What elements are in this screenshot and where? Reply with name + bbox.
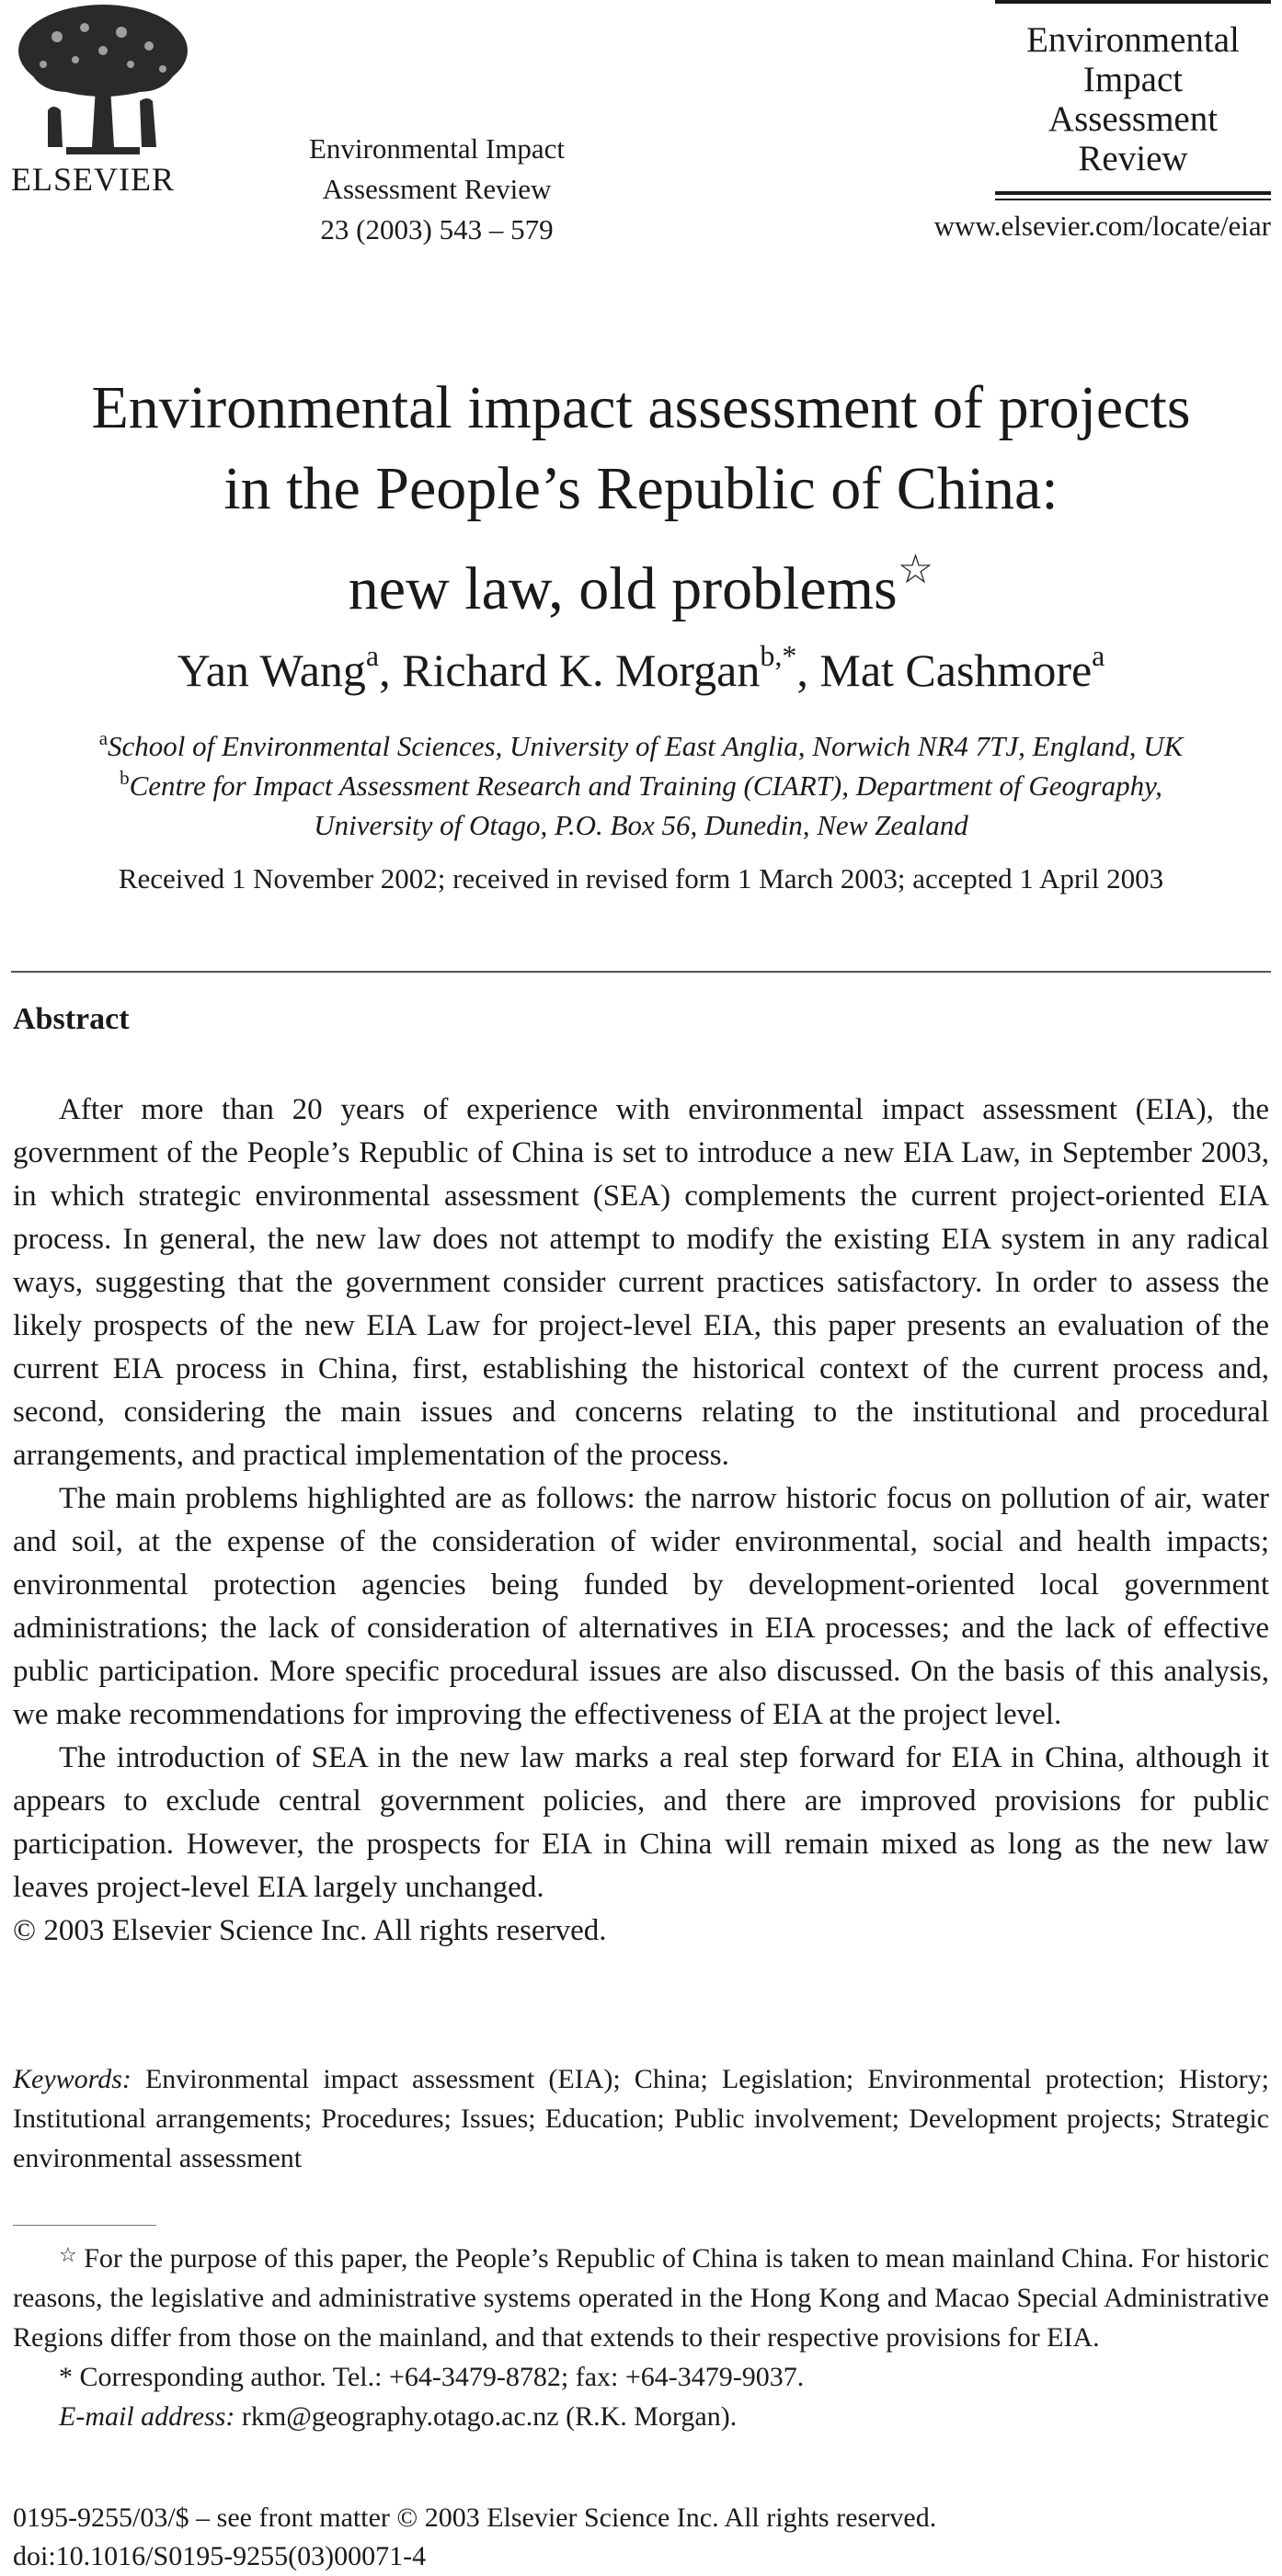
received-dates: Received 1 November 2002; received in revised form 1 March 2003; accepted 1 April 2003 <box>118 862 1164 895</box>
affiliation-line <box>18 805 1264 845</box>
title-line-last <box>0 530 1282 630</box>
author-name: Mat Cashmore <box>819 644 1093 696</box>
keywords-label: Keywords: <box>13 2064 132 2094</box>
keywords-text: Environmental impact assessment (EIA); China; Legislation; Environmental protection; History; Institutional arrangements; Procedures; Issues; Education; Public involvement; Development projects; Strategic environmental assessment <box>13 2064 1269 2173</box>
journal-box-rule-bottom-thin <box>995 199 1271 200</box>
footnote-divider <box>13 2225 156 2226</box>
footnote-email <box>13 2397 1269 2436</box>
title-line: new law, old problems <box>348 555 898 622</box>
author-name: Richard K. Morgan <box>402 644 761 696</box>
keywords-block <box>13 2059 1269 2178</box>
title-line: in the People’s Republic of China: <box>223 455 1059 522</box>
abstract-body <box>13 1089 1269 1953</box>
journal-box-line: Review <box>1078 139 1188 178</box>
affiliation-text: University of Otago, P.O. Box 56, Dunedin, New Zealand <box>314 809 968 841</box>
author-separator: , <box>796 644 820 696</box>
doi-link[interactable]: doi:10.1016/S0195-9255(03)00071-4 <box>13 2541 427 2571</box>
publisher-name: ELSEVIER <box>11 161 175 198</box>
author-affiliation-mark: a <box>365 639 380 672</box>
author-affiliation-mark <box>760 639 796 672</box>
title-line: Environmental impact assessment of projects <box>91 374 1191 441</box>
journal-citation <box>276 129 598 250</box>
journal-box-line: Assessment <box>1047 99 1219 139</box>
article-title <box>0 368 1282 630</box>
affiliation-text: School of Environmental Sciences, University of East Anglia, Norwich NR4 7TJ, England, UK <box>108 730 1184 762</box>
affiliation-line <box>18 766 1264 805</box>
footnote-star-icon: ☆ <box>59 2244 77 2267</box>
footnotes-block <box>13 2236 1269 2436</box>
journal-box-rule-bottom <box>995 191 1271 195</box>
affiliation-mark: a <box>98 727 109 749</box>
journal-volume: 23 (2003) 543 – 579 <box>320 213 554 245</box>
journal-box-title <box>995 4 1271 191</box>
journal-url-link[interactable]: www.elsevier.com/locate/eiar <box>933 210 1271 242</box>
corresponding-author-mark[interactable]: * <box>782 639 797 672</box>
abstract-paragraph: The main problems highlighted are as follows: the narrow historic focus on pollution of air, water and soil, at the expense of the consideration of wider environmental, social and health impacts; environmental protection agencies being funded by development-oriented local government administrations; the lack of consideration of alternatives in EIA processes; and the lack of effective public participation. More specific procedural issues are also discussed. On the basis of this analysis, we make recommendations for improving the effectiveness of EIA at the project level. <box>13 1482 1269 1731</box>
affiliation-list <box>18 726 1264 845</box>
email-address-link[interactable]: rkm@geography.otago.ac.nz (R.K. Morgan). <box>235 2401 738 2432</box>
journal-name: Environmental Impact Assessment Review <box>308 132 566 205</box>
author-list <box>0 639 1282 697</box>
footnote-corresponding-author: * Corresponding author. Tel.: +64-3479-8782; fax: +64-3479-9037. <box>59 2362 805 2392</box>
email-label: E-mail address: <box>59 2401 235 2432</box>
footnote-title-note <box>13 2236 1269 2357</box>
author-separator: , <box>379 644 403 696</box>
footnote-title-text: For the purpose of this paper, the People’s Republic of China is taken to mean mainland China. For historic reasons, the legislative and administrative systems operated in the Hong Kong and Macao Special Administrative Regions differ from those on the mainland, and that extends to their respective provisions for EIA. <box>13 2243 1269 2353</box>
affiliation-mark: b <box>120 767 130 789</box>
abstract-paragraph: After more than 20 years of experience with environmental impact assessment (EIA), the government of the People’s Republic of China is set to introduce a new EIA Law, in September 2003, in which strategic environmental assessment (SEA) complements the current project-oriented EIA process. In general, the new law does not attempt to modify the existing EIA system in any radical ways, suggesting that the government consider current practices satisfactory. In order to assess the likely prospects of the new EIA Law for project-level EIA, this paper presents an evaluation of the current EIA process in China, first, establishing the historical context of the current process and, second, considering the main issues and concerns relating to the institutional and procedural arrangements, and practical implementation of the process. <box>13 1093 1269 1472</box>
author-affiliation-mark: a <box>1092 639 1105 672</box>
journal-box-line: Impact <box>1082 60 1184 99</box>
abstract-paragraph: The introduction of SEA in the new law marks a real step forward for EIA in China, although it appears to exclude central government policies, and there are improved provisions for public participation. However, the prospects for EIA in China will remain mixed as long as the new law leaves project-level EIA largely unchanged. <box>13 1741 1269 1904</box>
author-name: Yan Wang <box>177 644 366 696</box>
journal-title-box <box>995 0 1271 200</box>
abstract-heading: Abstract <box>13 1002 130 1036</box>
journal-box-line: Environmental <box>1026 20 1240 60</box>
front-matter-info <box>13 2499 936 2576</box>
affiliation-text: Centre for Impact Assessment Research and Training (CIART), Department of Geography, <box>129 769 1162 802</box>
issn-line: 0195-9255/03/$ – see front matter © 2003 Elsevier Science Inc. All rights reserved. <box>13 2502 937 2533</box>
title-footnote-star-icon[interactable]: ☆ <box>897 546 934 593</box>
tree-logo-icon <box>11 0 195 158</box>
affiliation-line <box>18 726 1264 766</box>
author-affiliation-letter: b, <box>760 639 783 672</box>
elsevier-logo <box>11 0 195 199</box>
abstract-copyright: © 2003 Elsevier Science Inc. All rights reserved. <box>13 1914 607 1947</box>
section-divider <box>11 971 1271 973</box>
